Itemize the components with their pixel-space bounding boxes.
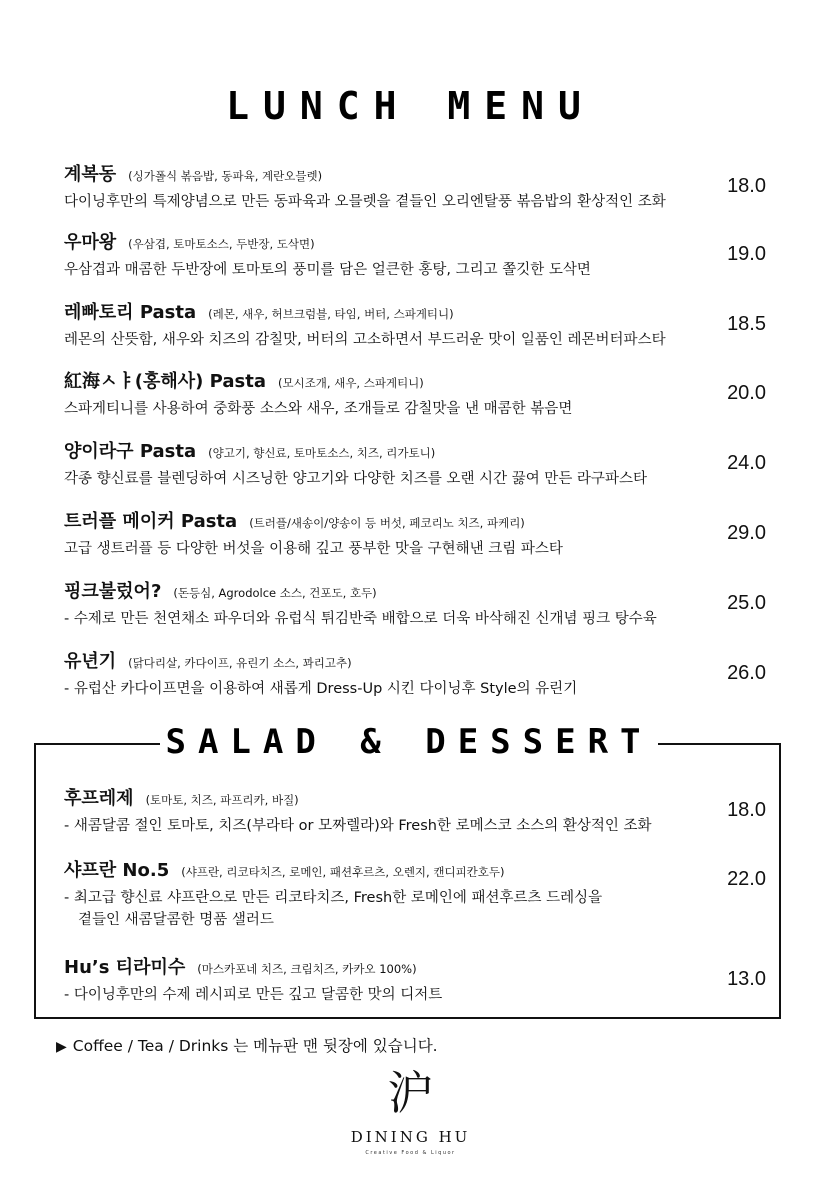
menu-item [64, 160, 766, 212]
item-price: 19.0 [727, 243, 766, 265]
item-name: 트러플 메이커 Pasta [64, 511, 238, 532]
item-ingredients: (트러플/새송이/양송이 등 버섯, 페코리노 치즈, 파케리) [249, 516, 525, 530]
item-description: - 새콤달콤 절인 토마토, 치즈(부라타 or 모짜렐라)와 Fresh한 로메스코 소스의 환상적인 조화 [64, 818, 652, 834]
menu-item [64, 784, 766, 836]
drinks-note [56, 1034, 438, 1056]
drinks-note-text: Coffee / Tea / Drinks 는 메뉴판 맨 뒷장에 있습니다. [72, 1037, 438, 1055]
item-name: 샤프란 No.5 [64, 860, 170, 881]
item-description: 레몬의 산뜻함, 새우와 치즈의 감칠맛, 버터의 고소하면서 부드러운 맛이 일품인 레몬버터파스타 [64, 332, 666, 348]
item-ingredients: (돈등심, Agrodolce 소스, 건포도, 호두) [173, 586, 377, 600]
menu-item [64, 577, 766, 629]
lunch-menu-title: LUNCH MENU [226, 84, 595, 128]
item-name: 계복동 [64, 164, 117, 185]
item-price: 18.0 [727, 175, 766, 197]
item-price: 25.0 [727, 592, 766, 614]
item-description: 다이닝후만의 특제양념으로 만든 동파육과 오믈렛을 곁들인 오리엔탈풍 볶음밥의 환상적인 조화 [64, 194, 666, 210]
menu-item [64, 856, 766, 930]
item-ingredients: (양고기, 향신료, 토마토소스, 치즈, 리가토니) [208, 446, 436, 460]
item-name: 우마왕 [64, 232, 117, 253]
item-description: - 수제로 만든 천연채소 파우더와 유럽식 튀김반죽 배합으로 더욱 바삭해진 신개념 핑크 탕수육 [64, 611, 657, 627]
item-ingredients: (모시조개, 새우, 스파게티니) [277, 376, 424, 390]
item-name: 레빠토리 Pasta [64, 302, 197, 323]
item-name: 양이라구 Pasta [64, 441, 197, 462]
item-description: - 다이닝후만의 수제 레시피로 만든 깊고 달콤한 맛의 디저트 [64, 987, 443, 1003]
item-description: 스파게티니를 사용하여 중화풍 소스와 새우, 조개들로 감칠맛을 낸 매콤한 볶음면 [64, 401, 573, 417]
item-price: 18.5 [727, 313, 766, 335]
item-name: 후프레제 [64, 788, 134, 809]
item-price: 13.0 [727, 968, 766, 990]
menu-item [64, 953, 766, 1005]
item-description-line2: 곁들인 새콤달콤한 명품 샐러드 [78, 912, 274, 928]
item-ingredients: (레몬, 새우, 허브크럼블, 타임, 버터, 스파게티니) [208, 307, 454, 321]
item-price: 22.0 [727, 868, 766, 890]
menu-item [64, 228, 766, 280]
menu-item [64, 367, 766, 419]
item-name: 유년기 [64, 651, 117, 672]
item-price: 26.0 [727, 662, 766, 684]
item-price: 18.0 [727, 799, 766, 821]
menu-item [64, 507, 766, 559]
item-ingredients: (우삼겹, 토마토소스, 두반장, 도삭면) [128, 237, 315, 251]
brand-name: DINING HU [350, 1128, 471, 1146]
item-ingredients: (닭다리살, 카다이프, 유린기 소스, 꽈리고추) [128, 656, 352, 670]
item-name: Hu’s 티라미수 [64, 957, 186, 978]
item-ingredients: (샤프란, 리코타치즈, 로메인, 패션후르츠, 오렌지, 캔디피칸호두) [181, 865, 505, 879]
item-description: - 최고급 향신료 샤프란으로 만든 리코타치즈, Fresh한 로메인에 패션후르츠 드레싱을 [64, 890, 603, 906]
salad-dessert-title: SALAD & DESSERT [160, 722, 658, 762]
item-ingredients: (싱가폴식 볶음밥, 동파육, 계란오믈렛) [128, 169, 323, 183]
play-arrow-icon: ▶ [56, 1039, 67, 1055]
menu-item [64, 298, 766, 350]
item-ingredients: (마스카포네 치즈, 크림치즈, 카카오 100%) [197, 962, 417, 976]
item-name: 紅海ㅅㅑ(홍해사) Pasta [64, 371, 266, 392]
menu-item [64, 647, 766, 699]
menu-item [64, 437, 766, 489]
item-description: 우삼겹과 매콤한 두반장에 토마토의 풍미를 담은 얼큰한 홍탕, 그리고 쫄깃한 도삭면 [64, 262, 591, 278]
item-price: 29.0 [727, 522, 766, 544]
brand-tagline: Creative Food & Liquor [365, 1150, 456, 1156]
item-description: - 유럽산 카다이프면을 이용하여 새롭게 Dress-Up 시킨 다이닝후 Style의 유린기 [64, 681, 578, 697]
item-price: 24.0 [727, 452, 766, 474]
item-name: 핑크불렀어? [64, 581, 162, 602]
logo-mark: 沪 [387, 1066, 434, 1120]
item-description: 각종 향신료를 블렌딩하여 시즈닝한 양고기와 다양한 치즈를 오랜 시간 끓여 만든 라구파스타 [64, 471, 647, 487]
item-ingredients: (토마토, 치즈, 파프리카, 바질) [145, 793, 299, 807]
item-description: 고급 생트러플 등 다양한 버섯을 이용해 깊고 풍부한 맛을 구현해낸 크림 파스타 [64, 541, 563, 557]
item-price: 20.0 [727, 382, 766, 404]
